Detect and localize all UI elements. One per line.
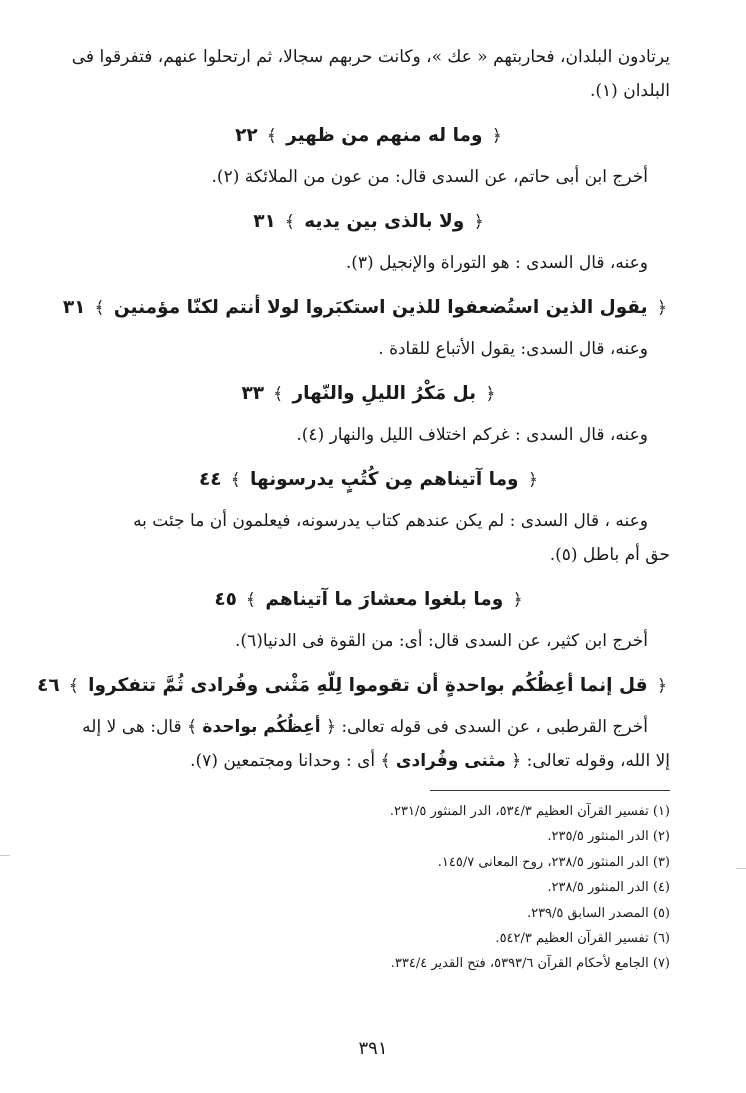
- verse-text: وما له منهم من ظهير: [286, 125, 483, 146]
- verse-number: ٤٥: [214, 589, 237, 610]
- verse-text: قل إنما أعِظُكُم بواحدةٍ أن تقوموا لِلّهِ مَثْنى وفُرادى ثُمَّ تتفكروا: [88, 675, 648, 696]
- verse-number: ٤٤: [199, 469, 222, 490]
- footnote-divider: [430, 790, 670, 791]
- verse-text: وما آتيناهم مِن كُتُبٍ يدرسونها: [250, 469, 519, 490]
- verse-number: ٣٣: [241, 383, 265, 404]
- intro-paragraph: [70, 40, 670, 108]
- verse-text: وما بلغوا معشارَ ما آتيناهم: [265, 589, 504, 610]
- footnote-item: (٤) الدر المنثور ٢٣٨/٥.: [547, 880, 670, 896]
- verse-number: ٢٢: [235, 125, 258, 146]
- commentary-paragraph-3: وعنه، قال السدى: يقول الأتباع للقادة .: [378, 339, 648, 359]
- verse-text: ولا بالذى بين يديه: [304, 211, 465, 232]
- footnote-item: (٥) المصدر السابق ٢٣٩/٥.: [526, 905, 670, 921]
- quoted-phrase: أعِظُكُم بواحدة: [202, 717, 321, 737]
- intro-line-1: يرتادون البلدان، فحاربتهم « عك »، وكانت حربهم سجالا، ثم ارتحلوا عنهم، فتفرقوا فى: [71, 47, 670, 67]
- verse-number: ٣١: [253, 211, 276, 232]
- commentary-paragraph-5: وعنه ، قال السدى : لم يكن عندهم كتاب يدرسونه، فيعلمون أن ما جئت به حق أم باطل (٥).: [133, 511, 670, 565]
- quoted-phrase: مثنى وفُرادى: [395, 751, 506, 771]
- footnote-item: (١) تفسير القرآن العظيم ٥٣٤/٣، الدر المنثور ٢٣١/٥.: [389, 804, 670, 819]
- commentary-paragraph-2: وعنه، قال السدى : هو التوراة والإنجيل (٣).: [345, 253, 648, 273]
- footnotes: [70, 799, 670, 977]
- footnote-item: (٧) الجامع لأحكام القرآن ٥٣٩٣/٦، فتح القدير ٣٣٤/٤.: [390, 956, 670, 972]
- commentary-paragraph-7: أخرج القرطبى ، عن السدى فى قوله تعالى: ﴿ أعِظُكُم بواحدة ﴾ قال: هى لا إله إلا الله، وقوله تعالى: ﴿ مثنى وفُرادى ﴾ أى : وحدانا ومجتمعين (٧).: [82, 717, 670, 771]
- footnote-item: (٢) الدر المنثور ٢٣٥/٥.: [547, 829, 670, 845]
- page-content: [37, 40, 670, 977]
- verse-heading-2: ﴿ ولا بالذى بين يديه ﴾٣١: [253, 211, 484, 232]
- verse-heading-3: ﴿ يقول الذين استُضعفوا للذين استكبَروا لولا أنتم لكنّا مؤمنين ﴾٣١: [62, 297, 667, 318]
- intro-line-2: البلدان (١).: [589, 81, 670, 101]
- commentary-paragraph-1: أخرج ابن أبى حاتم، عن السدى قال: من عون من الملائكة (٢).: [211, 167, 648, 187]
- verse-number: ٤٦: [37, 675, 60, 696]
- verse-heading-1: ﴿ وما له منهم من ظهير ﴾٢٢: [235, 125, 502, 146]
- page-number: ٣٩١: [358, 1038, 388, 1059]
- footnote-item: (٦) تفسير القرآن العظيم ٥٤٢/٣.: [495, 931, 670, 947]
- verse-text: يقول الذين استُضعفوا للذين استكبَروا لولا أنتم لكنّا مؤمنين: [113, 297, 648, 318]
- verse-heading-4: ﴿ بل مَكْرُ الليلِ والنّهار ﴾٣٣: [241, 383, 496, 404]
- commentary-paragraph-6: أخرج ابن كثير، عن السدى قال: أى: من القوة فى الدنيا(٦).: [235, 631, 648, 651]
- scan-mark-right: [736, 868, 746, 869]
- footnote-item: (٣) الدر المنثور ٢٣٨/٥، روح المعانى ١٤٥/٧.: [437, 854, 670, 870]
- verse-text: بل مَكْرُ الليلِ والنّهار: [292, 383, 477, 404]
- verse-heading-6: ﴿ وما بلغوا معشارَ ما آتيناهم ﴾٤٥: [214, 589, 523, 610]
- verse-number: ٣١: [62, 297, 86, 318]
- scan-mark-left: [0, 855, 10, 856]
- verse-heading-5: ﴿ وما آتيناهم مِن كُتُبٍ يدرسونها ﴾٤٤: [199, 469, 538, 490]
- verse-heading-7: ﴿ قل إنما أعِظُكُم بواحدةٍ أن تقوموا لِلّهِ مَثْنى وفُرادى ثُمَّ تتفكروا ﴾٤٦: [37, 675, 667, 696]
- commentary-paragraph-4: وعنه، قال السدى : غركم اختلاف الليل والنهار (٤).: [296, 425, 648, 445]
